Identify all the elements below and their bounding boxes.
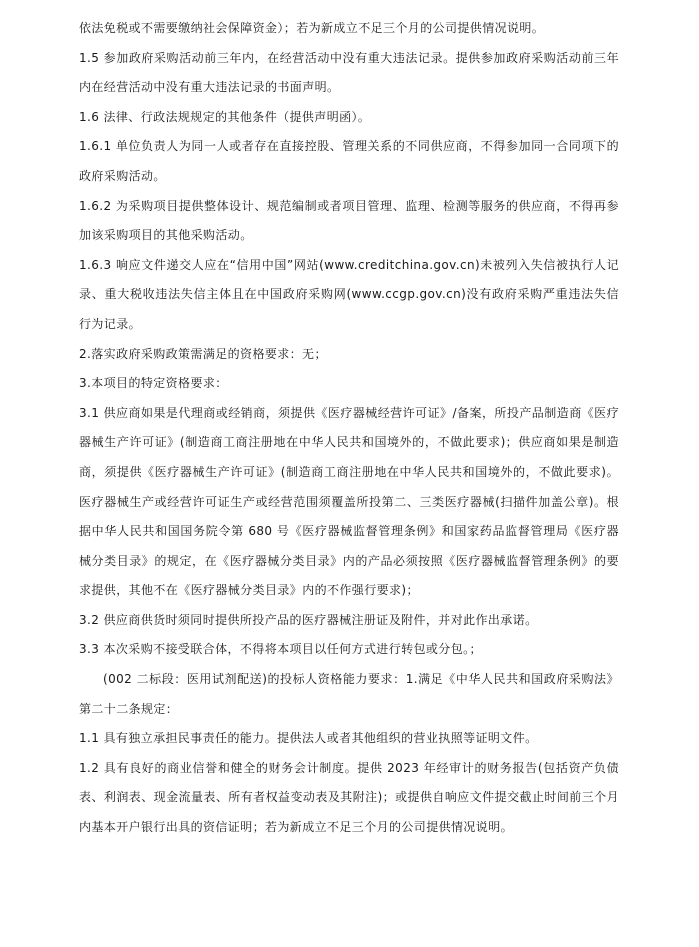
paragraph-1-6-1-same-responsible-person: 1.6.1 单位负责人为同一人或者存在直接控股、管理关系的不同供应商，不得参加同一合同项下的政府采购活动。 — [79, 139, 619, 183]
paragraph-2-policy-requirements: 2.落实政府采购政策需满足的资格要求：无； — [79, 346, 327, 361]
paragraph-1-1-civil-liability: 1.1 具有独立承担民事责任的能力。提供法人或者其他组织的营业执照等证明文件。 — [79, 731, 538, 746]
paragraph-1-6-2-design-suppliers: 1.6.2 为采购项目提供整体设计、规范编制或者项目管理、监理、检测等服务的供应商，不得再参加该采购项目的其他采购活动。 — [79, 198, 619, 243]
paragraph-3-specific-requirements: 3.本项目的特定资格要求： — [79, 376, 228, 391]
paragraph-1-2-financial-reports: 1.2 具有良好的商业信誉和健全的财务会计制度。提供 2023 年经审计的财务报告(包括资产负债表、利润表、现金流量表、所有者权益变动表及其附注)；或提供自响应文件提交截止时间前三个月内基本开户银行出具的资信证明；若为新成立不足三个月的公司提供情况说明。 — [79, 760, 619, 835]
paragraph-3-3-no-consortium: 3.3 本次采购不接受联合体，不得将本项目以任何方式进行转包或分包。； — [79, 642, 482, 657]
paragraph-1-5-no-violations: 1.5 参加政府采购活动前三年内，在经营活动中没有重大违法记录。提供参加政府采购活动前三年内在经营活动中没有重大违法记录的书面声明。 — [79, 50, 619, 95]
paragraph-1-6-3-credit-records: 1.6.3 响应文件递交人应在“信用中国”网站(www.creditchina.gov.cn)未被列入失信被执行人记录、重大税收违法失信主体且在中国政府采购网(www.ccgp.gov.cn)没有政府采购严重违法失信行为记录。 — [79, 257, 619, 331]
paragraph-3-1-medical-device-licenses: 3.1 供应商如果是代理商或经销商，须提供《医疗器械经营许可证》/备案，所投产品制造商《医疗器械生产许可证》(制造商工商注册地在中华人民共和国境外的，不做此要求)；供应商如果是制造商，须提供《医疗器械生产许可证》(制造商工商注册地在中华人民共和国境外的，不做此要求)。医疗器械生产或经营许可证生产或经营范围须覆盖所投第二、三类医疗器械(扫描件加盖公章)。根据中华人民共和国国务院令第 680 号《医疗器械监督管理条例》和国家药品监督管理局《医疗器械分类目录》的规定，在《医疗器械分类目录》内的产品必须按照《医疗器械监督管理条例》的要求提供，其他不在《医疗器械分类目录》内的不作强行要求)； — [79, 405, 619, 598]
paragraph-1-6-other-conditions: 1.6 法律、行政法规规定的其他条件（提供声明函）。 — [79, 109, 371, 124]
document-body — [79, 14, 619, 843]
paragraph-3-2-registration-certificates: 3.2 供应商供货时须同时提供所投产品的医疗器械注册证及附件，并对此作出承诺。 — [79, 612, 538, 627]
paragraph-lot-002-requirements: (002 二标段：医用试剂配送)的投标人资格能力要求：1.满足《中华人民共和国政府采购法》第二十二条规定： — [79, 672, 619, 716]
paragraph-continued-funds-note: 依法免税或不需要缴纳社会保障资金）；若为新成立不足三个月的公司提供情况说明。 — [79, 21, 545, 35]
